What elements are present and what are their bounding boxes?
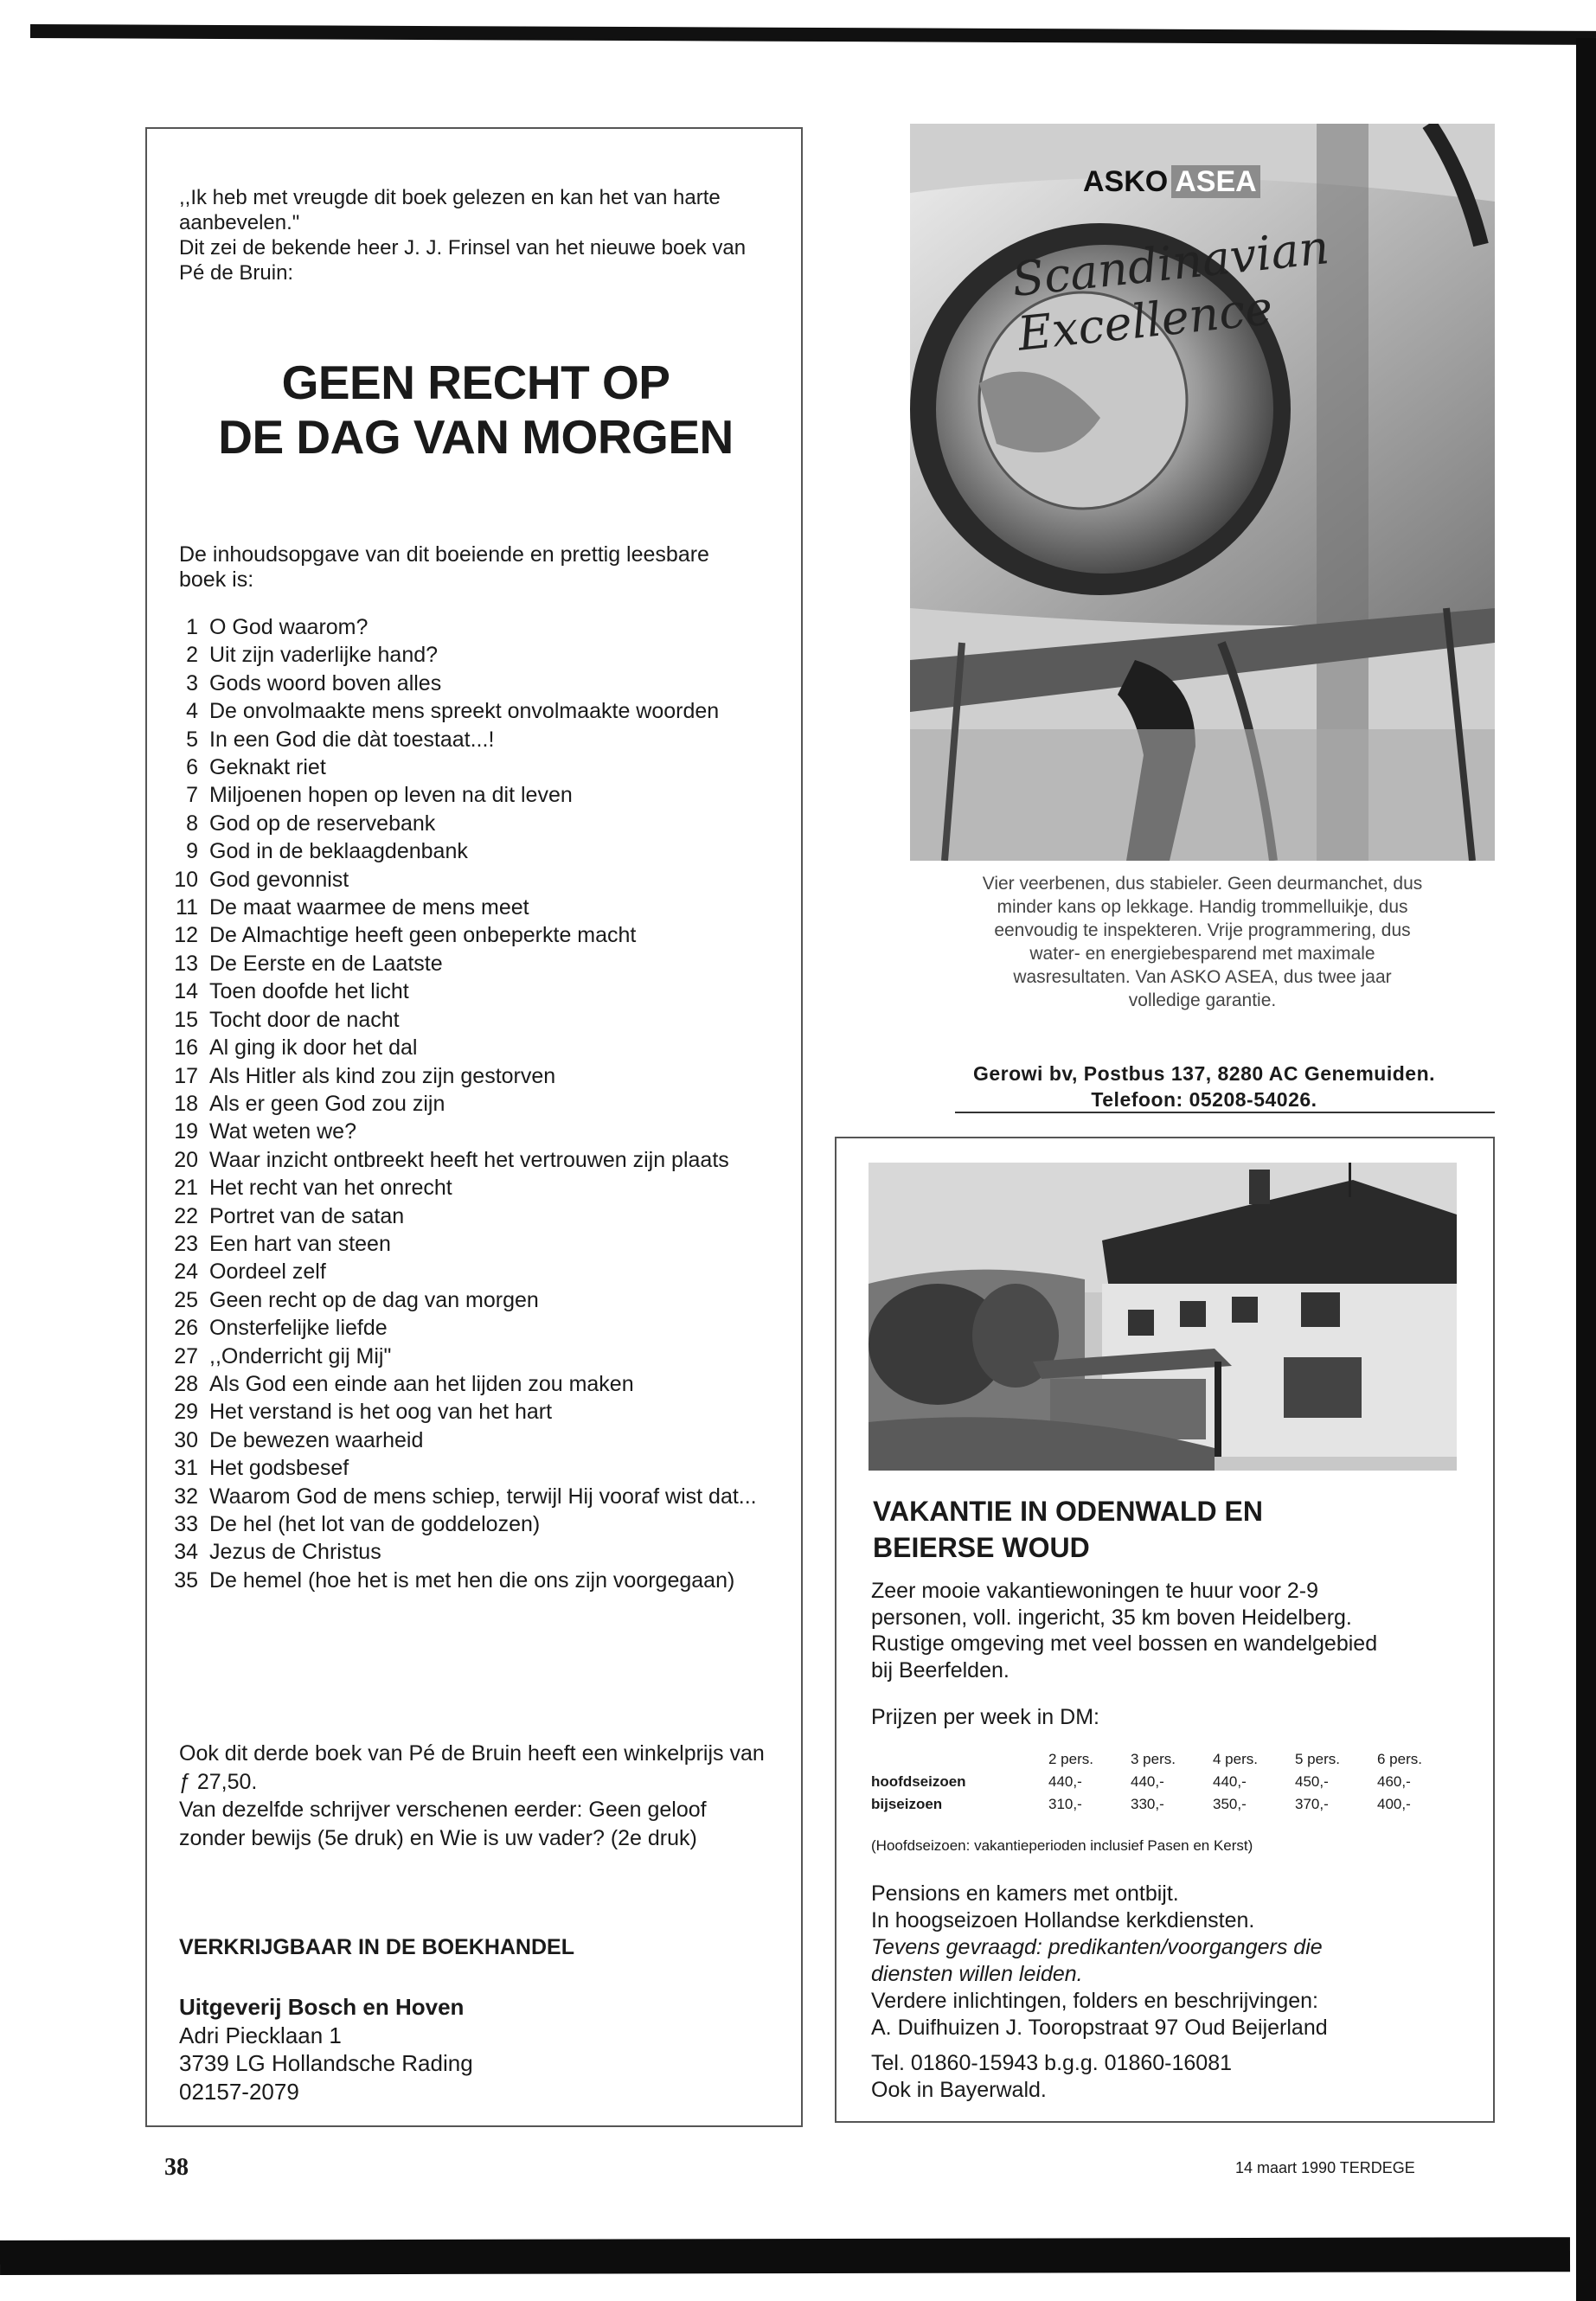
toc-item-number: 20 xyxy=(174,1147,198,1172)
toc-item xyxy=(164,1174,770,1202)
asko-text-line: Vier veerbenen, dus stabieler. Geen deurmanchet, dus xyxy=(982,874,1423,894)
scan-edge-bottom xyxy=(0,2237,1570,2275)
price-header-row xyxy=(871,1748,1459,1771)
toc-item xyxy=(164,1202,770,1230)
scan-edge-top xyxy=(30,24,1596,45)
toc-item-number: 22 xyxy=(174,1203,198,1228)
price-cell: 450,- xyxy=(1295,1773,1329,1790)
toc-item-title: De Eerste en de Laatste xyxy=(209,951,443,976)
publisher-address: Adri Piecklaan 1 xyxy=(179,2022,342,2048)
toc-item xyxy=(164,1567,770,1594)
toc-item xyxy=(164,726,770,753)
holiday-bayerwald: Ook in Bayerwald. xyxy=(871,2078,1047,2102)
toc-item-number: 6 xyxy=(186,755,198,780)
price-row xyxy=(871,1793,1459,1816)
holiday-extra-line: Pensions en kamers met ontbijt. xyxy=(871,1881,1179,1906)
toc-item xyxy=(164,977,770,1005)
holiday-desc-line: Zeer mooie vakantiewoningen te huur voor 2-9 xyxy=(871,1579,1318,1603)
washing-machine-photo xyxy=(910,124,1495,861)
asko-logo xyxy=(1083,165,1260,199)
toc-item-title: De bewezen waarheid xyxy=(209,1427,424,1452)
toc-item xyxy=(164,641,770,669)
toc-item-title: Waarom God de mens schiep, terwijl Hij vooraf wist dat... xyxy=(209,1484,757,1509)
price-cell: 440,- xyxy=(1048,1773,1082,1790)
price-cell: 370,- xyxy=(1295,1796,1329,1812)
toc-item-number: 18 xyxy=(174,1091,198,1116)
toc-item-title: Uit zijn vaderlijke hand? xyxy=(209,643,439,668)
toc-item xyxy=(164,921,770,949)
toc-item-number: 23 xyxy=(174,1231,198,1256)
toc-item-number: 8 xyxy=(186,811,198,836)
toc-item-title: De Almachtige heeft geen onbeperkte macht xyxy=(209,923,637,948)
toc-item-title: ,,Onderricht gij Mij" xyxy=(209,1343,392,1368)
toc-item-title: De onvolmaakte mens spreekt onvolmaakte woorden xyxy=(209,699,720,724)
toc-item xyxy=(164,1286,770,1314)
toc-item-title: Als God een einde aan het lijden zou maken xyxy=(209,1371,634,1396)
book-title-line: GEEN RECHT OP xyxy=(281,356,670,409)
asko-text-line: eenvoudig te inspekteren. Vrije programmering, dus xyxy=(994,920,1411,940)
toc-item xyxy=(164,1370,770,1398)
intro-attribution: Dit zei de bekende heer J. J. Frinsel van het nieuwe boek van Pé de Bruin: xyxy=(179,236,747,285)
season-label: hoofdseizoen xyxy=(871,1773,966,1790)
toc-item-title: Geen recht op de dag van morgen xyxy=(209,1287,539,1312)
holiday-ad xyxy=(835,1137,1495,2123)
holiday-title xyxy=(873,1493,1461,1566)
toc-item-number: 2 xyxy=(186,643,198,668)
toc-item-number: 31 xyxy=(174,1456,198,1481)
book-price: Ook dit derde boek van Pé de Bruin heeft een winkelprijs van ƒ 27,50. xyxy=(179,1741,765,1794)
page-number: 38 xyxy=(164,2154,189,2181)
toc-item-title: Het godsbesef xyxy=(209,1456,349,1481)
season-note: (Hoofdseizoen: vakantieperioden inclusief Pasen en Kerst) xyxy=(871,1837,1253,1854)
toc-item xyxy=(164,1090,770,1118)
toc-item-title: Wat weten we? xyxy=(209,1119,356,1144)
publisher-phone: 02157-2079 xyxy=(179,2078,299,2105)
price-cell: 330,- xyxy=(1131,1796,1164,1812)
toc-item-title: God op de reservebank xyxy=(209,811,436,836)
publisher-city: 3739 LG Hollandsche Rading xyxy=(179,2050,473,2076)
asko-text-line: water- en energiebesparend met maximale xyxy=(1029,944,1375,964)
holiday-info-line: Verdere inlichtingen, folders en beschrijvingen: xyxy=(871,1989,1318,2013)
asko-brand: ASKO xyxy=(1083,165,1169,198)
toc-item-title: Gods woord boven alles xyxy=(209,670,442,695)
toc-item-number: 19 xyxy=(174,1119,198,1144)
toc-item xyxy=(164,670,770,697)
toc-item xyxy=(164,697,770,725)
price-cell: 460,- xyxy=(1377,1773,1411,1790)
toc-item xyxy=(164,1006,770,1034)
book-info xyxy=(179,1740,767,1852)
toc-item-number: 29 xyxy=(174,1400,198,1425)
toc-item-number: 21 xyxy=(174,1176,198,1201)
book-ad xyxy=(145,127,803,2127)
toc-item xyxy=(164,1398,770,1426)
price-table xyxy=(871,1748,1459,1816)
toc-item-title: Jezus de Christus xyxy=(209,1540,381,1565)
season-label: bijseizoen xyxy=(871,1796,943,1812)
toc-item-number: 17 xyxy=(174,1063,198,1088)
holiday-extra-line: In hoogseizoen Hollandse kerkdiensten. xyxy=(871,1908,1255,1932)
book-ad-intro xyxy=(179,185,776,285)
toc-item-title: Miljoenen hopen op leven na dit leven xyxy=(209,783,573,808)
toc-item-number: 24 xyxy=(174,1259,198,1285)
toc-item-title: De maat waarmee de mens meet xyxy=(209,895,529,920)
toc-item-number: 34 xyxy=(174,1540,198,1565)
availability-note: VERKRIJGBAAR IN DE BOEKHANDEL xyxy=(179,1935,574,1959)
holiday-description xyxy=(871,1578,1468,1683)
toc-item-number: 28 xyxy=(174,1371,198,1396)
holiday-wanted-line: Tevens gevraagd: predikanten/voorgangers die xyxy=(871,1935,1323,1959)
price-header: 4 pers. xyxy=(1213,1751,1258,1767)
holiday-phone: Tel. 01860-15943 b.g.g. 01860-16081 xyxy=(871,2051,1233,2075)
price-header: 6 pers. xyxy=(1377,1751,1422,1767)
toc-item xyxy=(164,781,770,809)
toc-item-number: 1 xyxy=(186,615,198,639)
toc-item-title: Het verstand is het oog van het hart xyxy=(209,1400,553,1425)
house-photo xyxy=(869,1163,1457,1471)
holiday-desc-line: personen, voll. ingericht, 35 km boven Heidelberg. xyxy=(871,1605,1352,1630)
price-row xyxy=(871,1771,1459,1793)
toc-item xyxy=(164,837,770,865)
price-cell: 400,- xyxy=(1377,1796,1411,1812)
toc-item-number: 4 xyxy=(186,699,198,724)
toc-item-number: 12 xyxy=(174,923,198,948)
asko-phone: Telefoon: 05208-54026. xyxy=(1091,1088,1317,1111)
holiday-title-line: BEIERSE WOUD xyxy=(873,1532,1090,1563)
publisher-block xyxy=(179,1993,473,2106)
holiday-desc-line: Rustige omgeving met veel bossen en wandelgebied xyxy=(871,1631,1378,1656)
toc-item-title: Als er geen God zou zijn xyxy=(209,1091,445,1116)
price-cell: 440,- xyxy=(1213,1773,1247,1790)
toc-item xyxy=(164,613,770,641)
asko-address: Gerowi bv, Postbus 137, 8280 AC Genemuiden. xyxy=(972,1062,1436,1085)
toc-item-number: 30 xyxy=(174,1427,198,1452)
toc-item-number: 10 xyxy=(174,867,198,892)
toc-item-number: 16 xyxy=(174,1035,198,1061)
holiday-contact-name: A. Duifhuizen J. Tooropstraat 97 Oud Beijerland xyxy=(871,2016,1328,2040)
toc-item xyxy=(164,1034,770,1061)
toc-item-title: Geknakt riet xyxy=(209,755,326,780)
toc-item-title: In een God die dàt toestaat...! xyxy=(209,727,495,752)
toc-item-title: Tocht door de nacht xyxy=(209,1007,400,1032)
issue-line: 14 maart 1990 TERDEGE xyxy=(1235,2159,1415,2176)
toc-item-number: 15 xyxy=(174,1007,198,1032)
toc-item-number: 25 xyxy=(174,1287,198,1312)
toc-item-number: 7 xyxy=(186,783,198,808)
toc-item-title: Portret van de satan xyxy=(209,1203,405,1228)
price-header: 5 pers. xyxy=(1295,1751,1340,1767)
price-cell: 440,- xyxy=(1131,1773,1164,1790)
price-header: 2 pers. xyxy=(1048,1751,1093,1767)
toc-item xyxy=(164,1483,770,1510)
price-cell: 350,- xyxy=(1213,1796,1247,1812)
toc-item xyxy=(164,1538,770,1566)
toc-item xyxy=(164,810,770,837)
toc-item xyxy=(164,1454,770,1482)
house-illustration xyxy=(869,1163,1457,1471)
book-other-works: Van dezelfde schrijver verschenen eerder: Geen geloof zonder bewijs (5e druk) en Wie is uw vader? (2e druk) xyxy=(179,1798,707,1850)
scan-edge-right xyxy=(1576,38,1596,2301)
toc-item-number: 27 xyxy=(174,1343,198,1368)
toc-item-title: Een hart van steen xyxy=(209,1231,391,1256)
toc-item-title: Onsterfelijke liefde xyxy=(209,1316,388,1341)
asko-text-line: volledige garantie. xyxy=(1128,990,1277,1010)
prices-label: Prijzen per week in DM: xyxy=(871,1705,1099,1729)
toc-item-number: 33 xyxy=(174,1512,198,1536)
toc-item-title: Toen doofde het licht xyxy=(209,979,409,1004)
toc-item xyxy=(164,1258,770,1285)
table-of-contents xyxy=(164,613,770,1594)
intro-quote: ,,Ik heb met vreugde dit boek gelezen en kan het van harte aanbevelen." xyxy=(179,186,721,234)
asko-description xyxy=(882,872,1522,1012)
toc-item-number: 26 xyxy=(174,1316,198,1341)
toc-item-number: 3 xyxy=(186,670,198,695)
asea-brand: ASEA xyxy=(1171,165,1259,198)
toc-item xyxy=(164,950,770,977)
toc-intro: De inhoudsopgave van dit boeiende en prettig leesbare boek is: xyxy=(179,542,709,592)
toc-item xyxy=(164,1314,770,1342)
holiday-title-line: VAKANTIE IN ODENWALD EN xyxy=(873,1496,1263,1527)
toc-item-title: Als Hitler als kind zou zijn gestorven xyxy=(209,1063,556,1088)
holiday-desc-line: bij Beerfelden. xyxy=(871,1657,1010,1682)
toc-item xyxy=(164,1146,770,1174)
asko-text-line: wasresultaten. Van ASKO ASEA, dus twee jaar xyxy=(1013,967,1392,987)
toc-item xyxy=(164,1510,770,1538)
publisher-name: Uitgeverij Bosch en Hoven xyxy=(179,1994,465,2020)
toc-item-number: 32 xyxy=(174,1484,198,1509)
toc-item-title: God in de beklaagdenbank xyxy=(209,839,468,864)
toc-item-title: God gevonnist xyxy=(209,867,349,892)
toc-item-title: Waar inzicht ontbreekt heeft het vertrouwen zijn plaats xyxy=(209,1147,729,1172)
asko-contact xyxy=(893,1061,1516,1112)
holiday-extra xyxy=(871,1881,1468,2041)
toc-item-title: De hel (het lot van de goddelozen) xyxy=(209,1512,541,1536)
toc-item xyxy=(164,753,770,781)
toc-item-number: 11 xyxy=(176,895,198,920)
toc-item xyxy=(164,866,770,894)
holiday-contact xyxy=(871,2050,1232,2104)
toc-item xyxy=(164,1118,770,1145)
price-cell: 310,- xyxy=(1048,1796,1082,1812)
toc-item-title: Het recht van het onrecht xyxy=(209,1176,452,1201)
toc-item-number: 5 xyxy=(186,727,198,752)
toc-item xyxy=(164,894,770,921)
price-header: 3 pers. xyxy=(1131,1751,1176,1767)
toc-item-number: 9 xyxy=(186,839,198,864)
toc-item-title: O God waarom? xyxy=(209,615,369,639)
asko-text-line: minder kans op lekkage. Handig trommelluikje, dus xyxy=(997,897,1408,917)
toc-item xyxy=(164,1230,770,1258)
toc-item-number: 13 xyxy=(174,951,198,976)
toc-item-number: 14 xyxy=(174,979,198,1004)
toc-item-title: Oordeel zelf xyxy=(209,1259,326,1285)
divider-line xyxy=(955,1112,1495,1113)
toc-item-title: De hemel (hoe het is met hen die ons zijn voorgegaan) xyxy=(209,1567,735,1593)
toc-item-number: 35 xyxy=(174,1567,198,1593)
toc-item xyxy=(164,1426,770,1454)
toc-item xyxy=(164,1062,770,1090)
toc-item xyxy=(164,1343,770,1370)
book-title xyxy=(164,356,787,465)
holiday-wanted-line: diensten willen leiden. xyxy=(871,1962,1083,1986)
toc-item-title: Al ging ik door het dal xyxy=(209,1035,418,1061)
book-title-line: DE DAG VAN MORGEN xyxy=(218,410,734,464)
asko-slogan: Scandinavian Excellence xyxy=(1009,219,1332,362)
